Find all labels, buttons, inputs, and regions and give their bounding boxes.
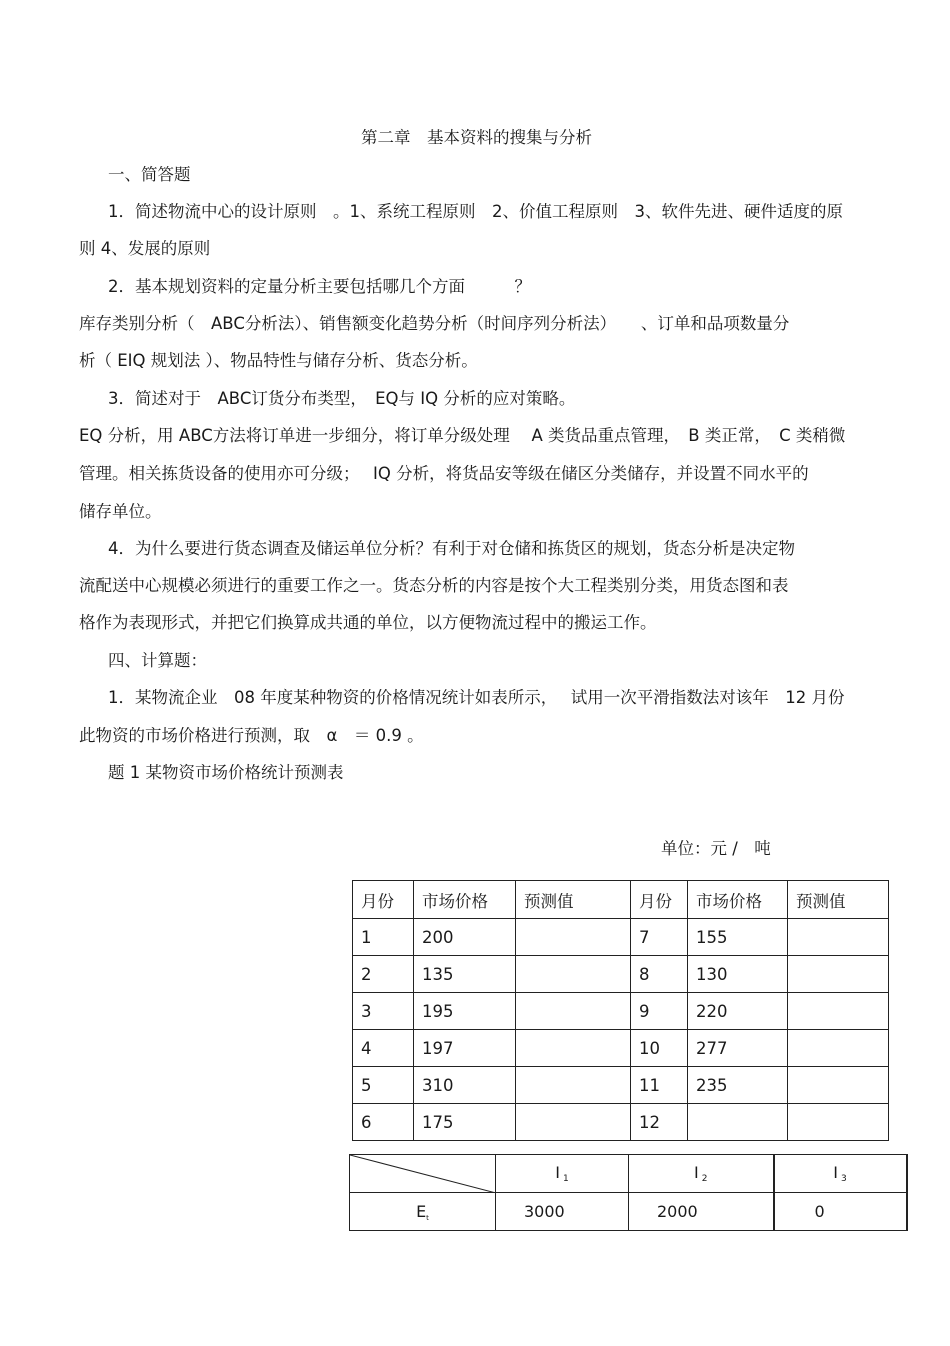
- header-cell: 预测值: [788, 881, 889, 919]
- table-cell: [788, 956, 889, 993]
- paragraph-line: 库存类别分析（ ABC分析法）、销售额变化趋势分析（时间序列分析法） 、订单和品项数量分: [79, 314, 790, 333]
- header-cell: 月份: [631, 881, 688, 919]
- diagonal-line: [350, 1155, 496, 1193]
- table-cell: [516, 919, 631, 956]
- header-cell: 预测值: [516, 881, 631, 919]
- table-cell: 10: [631, 1030, 688, 1067]
- table-row: [353, 1104, 889, 1141]
- price-table: [352, 880, 889, 1141]
- paragraph-line: 4．为什么要进行货态调查及储运单位分析？有利于对仓储和拣货区的规划，货态分析是决定物: [108, 539, 795, 558]
- table-header-row: [353, 881, 889, 919]
- table-cell: [516, 1030, 631, 1067]
- table-cell: [788, 1104, 889, 1141]
- unit-label: 单位：元 / 吨: [661, 839, 771, 858]
- table-cell: [788, 993, 889, 1030]
- header-cell: 市场价格: [414, 881, 516, 919]
- table-cell: 130: [688, 956, 788, 993]
- header-cell: I $_2$: [629, 1155, 774, 1193]
- table-cell: [516, 956, 631, 993]
- table-cell: 8: [631, 956, 688, 993]
- table-cell: 5: [353, 1067, 414, 1104]
- table-row: [353, 919, 889, 956]
- paragraph-line: 1．某物流企业 08 年度某种物资的价格情况统计如表所示， 试用一次平滑指数法对该年 12 月份: [108, 688, 845, 707]
- chapter-title: 第二章 基本资料的搜集与分析: [361, 128, 592, 147]
- table-row: [353, 1030, 889, 1067]
- table-cell: 197: [414, 1030, 516, 1067]
- section-heading-calculation: 四、计算题：: [108, 651, 207, 670]
- table-cell: 7: [631, 919, 688, 956]
- diagonal-header-cell: [350, 1155, 496, 1193]
- table-cell: [788, 919, 889, 956]
- table-cell: 155: [688, 919, 788, 956]
- table-cell: [516, 993, 631, 1030]
- eq-table: [349, 1154, 908, 1231]
- table-cell: 12: [631, 1104, 688, 1141]
- table-cell: [688, 1104, 788, 1141]
- table-cell: 235: [688, 1067, 788, 1104]
- table-row: [350, 1193, 907, 1231]
- paragraph-line: 2．基本规划资料的定量分析主要包括哪几个方面 ？: [108, 277, 531, 296]
- table-row: [353, 956, 889, 993]
- table-cell: 4: [353, 1030, 414, 1067]
- paragraph-line: 则 4、发展的原则: [79, 239, 211, 258]
- table-cell: 3000: [496, 1193, 629, 1231]
- table-cell: 0: [774, 1193, 907, 1231]
- table-cell: [516, 1104, 631, 1141]
- paragraph-line: 3．简述对于 ABC订货分布类型， EQ与 IQ 分析的应对策略。: [108, 389, 576, 408]
- paragraph-line: 1．简述物流中心的设计原则 。1、系统工程原则 2、价值工程原则 3、软件先进、硬件适度的原: [108, 202, 843, 221]
- paragraph-line: 格作为表现形式，并把它们换算成共通的单位，以方便物流过程中的搬运工作。: [79, 613, 657, 632]
- table-cell: 2: [353, 956, 414, 993]
- table-cell: 6: [353, 1104, 414, 1141]
- table-cell: 1: [353, 919, 414, 956]
- table-caption: 题 1 某物资市场价格统计预测表: [108, 763, 344, 782]
- table-header-row: [350, 1155, 907, 1193]
- row-label-cell: $E_t$: [350, 1193, 496, 1231]
- table-cell: 135: [414, 956, 516, 993]
- table-cell: [788, 1030, 889, 1067]
- header-cell: 月份: [353, 881, 414, 919]
- paragraph-line: 储存单位。: [79, 502, 162, 521]
- table-cell: 11: [631, 1067, 688, 1104]
- table-cell: 195: [414, 993, 516, 1030]
- table-row: [353, 1067, 889, 1104]
- table-cell: 200: [414, 919, 516, 956]
- table-cell: 277: [688, 1030, 788, 1067]
- paragraph-line: EQ 分析，用 ABC方法将订单进一步细分，将订单分级处理 A 类货品重点管理， B 类正常， C 类稍微: [79, 426, 846, 445]
- paragraph-line: 管理。相关拣货设备的使用亦可分级； IQ 分析，将货品安等级在储区分类储存，并设置不同水平的: [79, 464, 809, 483]
- table-cell: 310: [414, 1067, 516, 1104]
- paragraph-line: 析（ EIQ 规划法 ）、物品特性与储存分析、货态分析。: [79, 351, 478, 370]
- table-cell: 220: [688, 993, 788, 1030]
- header-cell: I $_1$: [496, 1155, 629, 1193]
- section-heading-short-answer: 一、简答题: [108, 165, 191, 184]
- table-row: [353, 993, 889, 1030]
- table-cell: 2000: [629, 1193, 774, 1231]
- table-cell: [788, 1067, 889, 1104]
- paragraph-line: 此物资的市场价格进行预测，取 α ＝ 0.9 。: [79, 726, 424, 745]
- header-cell: 市场价格: [688, 881, 788, 919]
- paragraph-line: 流配送中心规模必须进行的重要工作之一。货态分析的内容是按个大工程类别分类，用货态图和表: [79, 576, 789, 595]
- table-cell: 9: [631, 993, 688, 1030]
- table-cell: [516, 1067, 631, 1104]
- header-cell: I $_3$: [774, 1155, 907, 1193]
- table-cell: 175: [414, 1104, 516, 1141]
- table-cell: 3: [353, 993, 414, 1030]
